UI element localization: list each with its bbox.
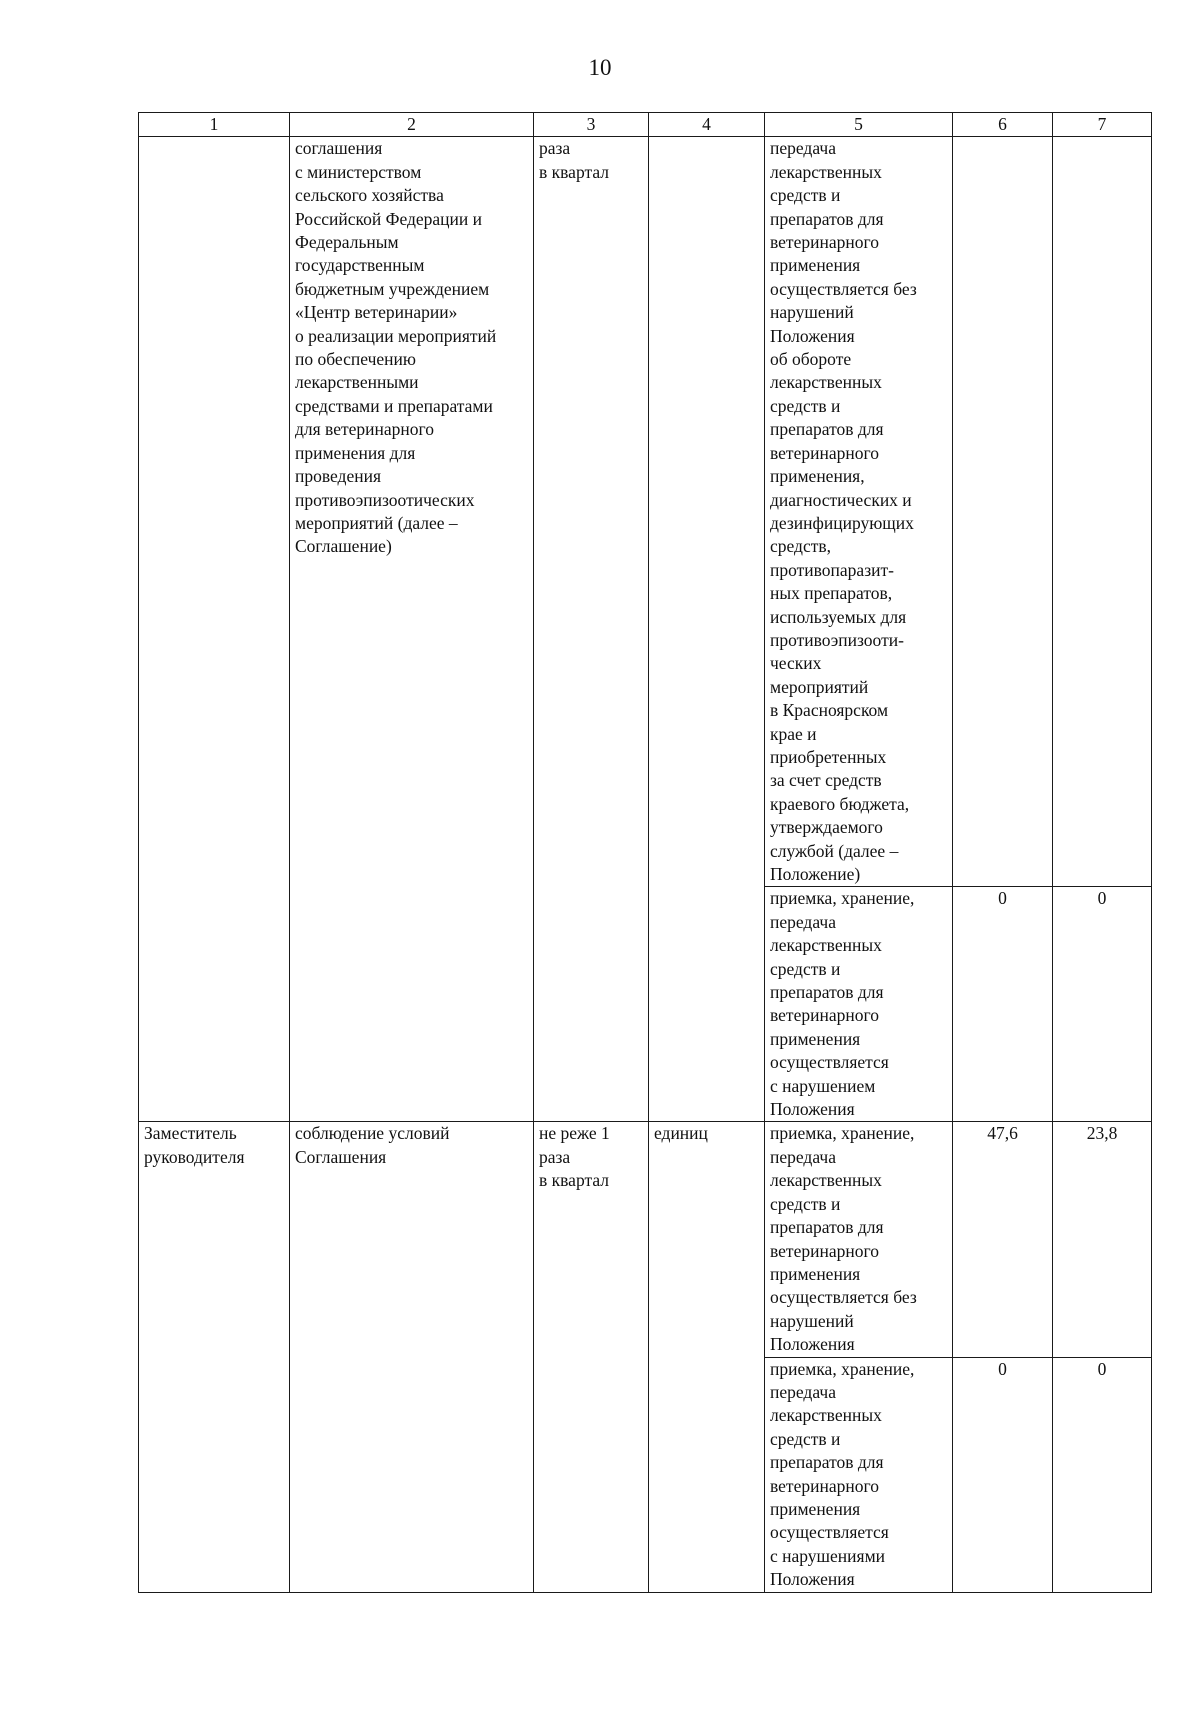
unit-cell: единиц [649, 1122, 765, 1592]
score-cell: 0 [953, 1357, 1053, 1592]
page-number: 10 [588, 55, 612, 80]
table-row [139, 1122, 1152, 1357]
score-cell [953, 137, 1053, 887]
score-cell: 23,8 [1053, 1122, 1152, 1357]
position-cell [139, 137, 290, 1122]
column-number-5: 5 [765, 113, 953, 137]
score-cell: 0 [1053, 1357, 1152, 1592]
column-number-7: 7 [1053, 113, 1152, 137]
column-number-1: 1 [139, 113, 290, 137]
column-number-row [139, 113, 1152, 137]
criteria-table [138, 112, 1152, 1593]
condition-cell: передача лекарственных средств и препаратов для ветеринарного применения осуществляется без нарушений Положения об обороте лекарственных средств и препаратов для ветеринарного применения, диагностических и дезинфицирующих средств, противопаразит- ных препаратов, используемых для противоэпизооти- ческих мероприятий в Красноярском крае и приобретенных за счет средств краевого бюджета, утверждаемого службой (далее – Положение) [765, 137, 953, 887]
score-cell: 0 [1053, 887, 1152, 1122]
condition-cell: приемка, хранение, передача лекарственных средств и препаратов для ветеринарного применения осуществляется с нарушениями Положения [765, 1357, 953, 1592]
position-cell: Заместитель руководителя [139, 1122, 290, 1592]
column-number-4: 4 [649, 113, 765, 137]
column-number-6: 6 [953, 113, 1053, 137]
column-number-3: 3 [534, 113, 649, 137]
indicator-cell: соблюдение условий Соглашения [290, 1122, 534, 1592]
indicator-cell: соглашения с министерством сельского хозяйства Российской Федерации и Федеральным государственным бюджетным учреждением «Центр ветеринарии» о реализации мероприятий по обеспечению лекарственными средствами и препаратами для ветеринарного применения для проведения противоэпизоотических мероприятий (далее – Соглашение) [290, 137, 534, 1122]
unit-cell [649, 137, 765, 1122]
frequency-cell: не реже 1 раза в квартал [534, 1122, 649, 1592]
condition-cell: приемка, хранение, передача лекарственных средств и препаратов для ветеринарного применения осуществляется без нарушений Положения [765, 1122, 953, 1357]
table-row [139, 137, 1152, 887]
score-cell: 47,6 [953, 1122, 1053, 1357]
frequency-cell: раза в квартал [534, 137, 649, 1122]
score-cell [1053, 137, 1152, 887]
score-cell: 0 [953, 887, 1053, 1122]
column-number-2: 2 [290, 113, 534, 137]
condition-cell: приемка, хранение, передача лекарственных средств и препаратов для ветеринарного применения осуществляется с нарушением Положения [765, 887, 953, 1122]
